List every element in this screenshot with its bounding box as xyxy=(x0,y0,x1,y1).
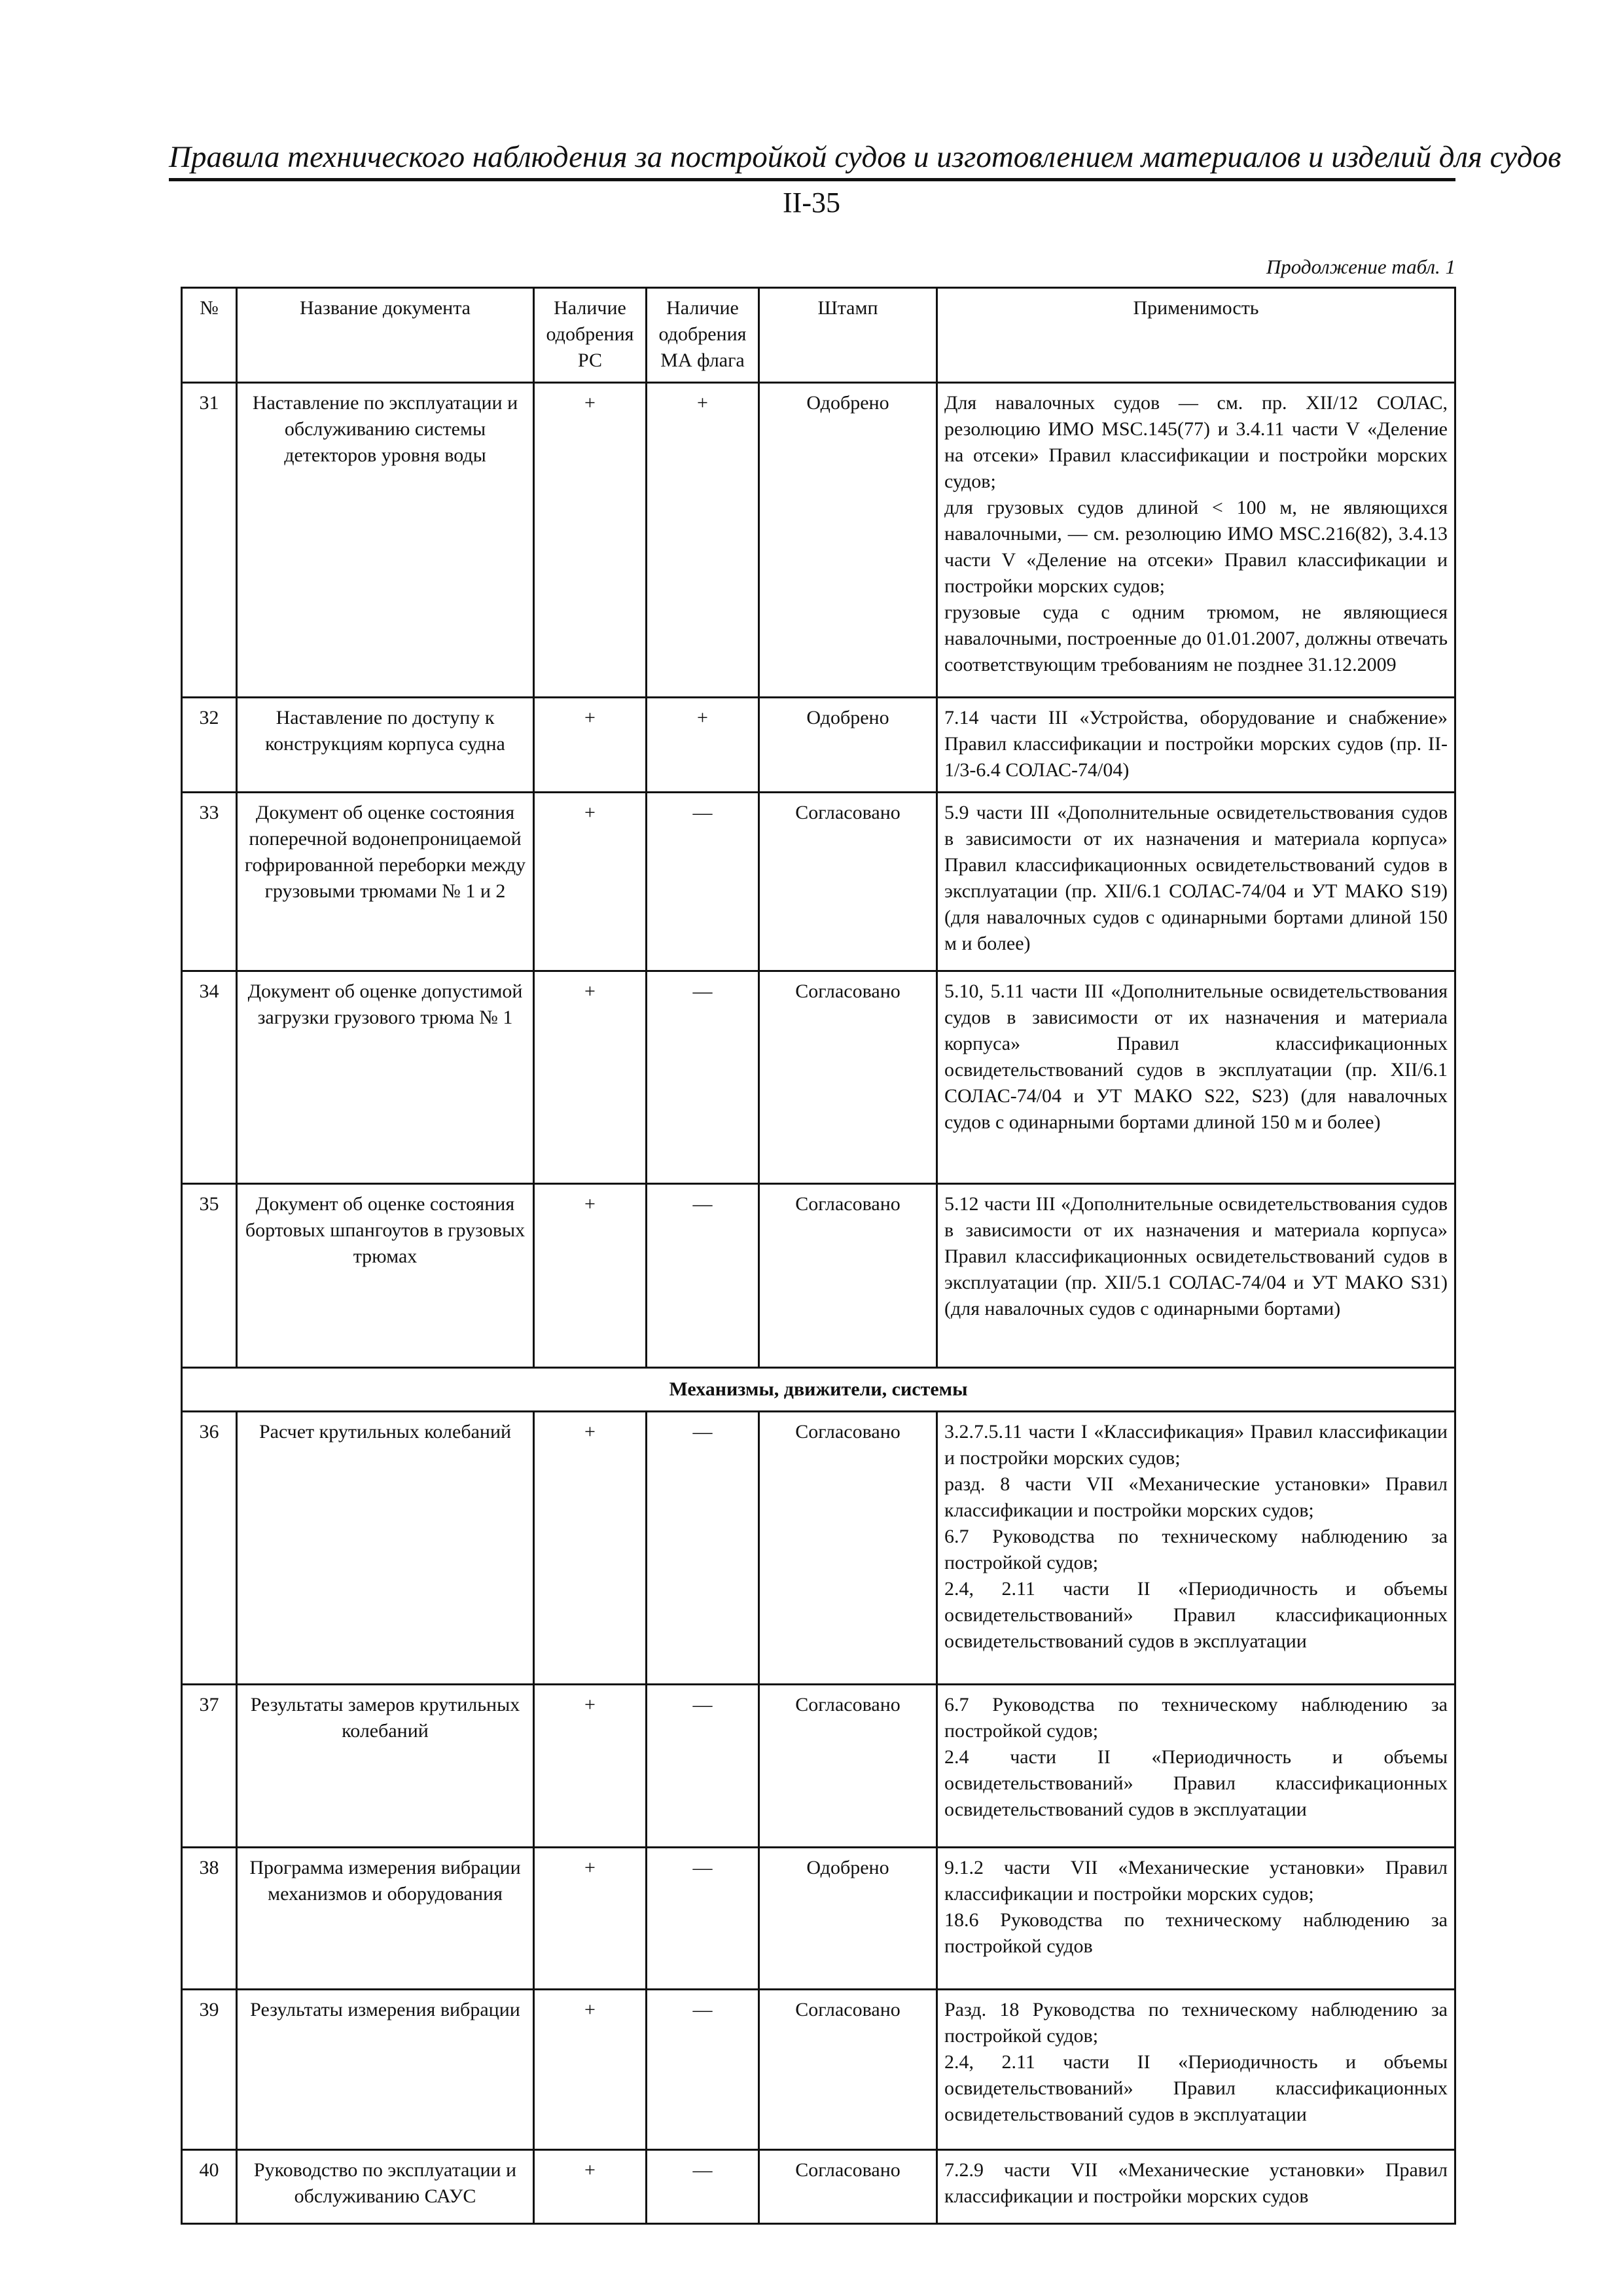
document-name: Документ об оценке состояния бортовых шпангоутов в грузовых трюмах xyxy=(237,1184,534,1368)
applicability-cell xyxy=(937,971,1455,1184)
page-number: II-35 xyxy=(783,187,840,219)
table-row xyxy=(182,1685,1455,1848)
col-header-rs-approval: Наличие одобрения РС xyxy=(534,288,647,383)
section-row xyxy=(182,1368,1455,1412)
rs-approval-mark: + xyxy=(534,698,647,793)
row-number: 33 xyxy=(182,793,237,971)
applicability-paragraph: Для навалочных судов — см. пр. XII/12 СОЛАС, резолюцию ИМО MSC.145(77) и 3.4.11 части V «Деление на отсеки» Правил классификации и постройки морских судов; xyxy=(944,392,1448,492)
rs-approval-mark: + xyxy=(534,971,647,1184)
stamp-value: Согласовано xyxy=(759,1990,937,2150)
flag-approval-mark: — xyxy=(647,1848,759,1990)
table-row xyxy=(182,1412,1455,1685)
table-body-before-section xyxy=(182,383,1455,1368)
applicability-paragraph: 6.7 Руководства по техническому наблюдению за постройкой судов; xyxy=(944,1694,1448,1742)
applicability-paragraph: 5.9 части III «Дополнительные освидетельствования судов в зависимости от их назначения и материала корпуса» Правил классификационных освидетельствований судов в эксплуатации (пр. XII/6.1 СОЛАС-74/04 и УТ МАКО S19) (для навалочных судов с одинарными бортами длиной 150 м и более) xyxy=(944,802,1448,954)
stamp-value: Согласовано xyxy=(759,1412,937,1685)
flag-approval-mark: — xyxy=(647,793,759,971)
row-number: 40 xyxy=(182,2150,237,2224)
document-name: Результаты измерения вибрации xyxy=(237,1990,534,2150)
document-name: Результаты замеров крутильных колебаний xyxy=(237,1685,534,1848)
row-number: 32 xyxy=(182,698,237,793)
rs-approval-mark: + xyxy=(534,793,647,971)
document-name: Документ об оценке состояния поперечной водонепроницаемой гофрированной переборки между грузовыми трюмами № 1 и 2 xyxy=(237,793,534,971)
table-header-row xyxy=(182,288,1455,383)
col-header-document-name: Название документа xyxy=(237,288,534,383)
applicability-cell xyxy=(937,2150,1455,2224)
applicability-paragraph: грузовые суда с одним трюмом, не являющиеся навалочными, построенные до 01.01.2007, должны отвечать соответствующим требованиям не позднее 31.12.2009 xyxy=(944,601,1448,675)
applicability-cell xyxy=(937,793,1455,971)
flag-approval-mark: — xyxy=(647,1685,759,1848)
table-row xyxy=(182,698,1455,793)
flag-approval-mark: + xyxy=(647,698,759,793)
rs-approval-mark: + xyxy=(534,1685,647,1848)
stamp-value: Согласовано xyxy=(759,2150,937,2224)
table-continuation-label: Продолжение табл. 1 xyxy=(1266,255,1455,278)
table-row xyxy=(182,1184,1455,1368)
flag-approval-mark: — xyxy=(647,1412,759,1685)
document-name: Наставление по доступу к конструкциям корпуса судна xyxy=(237,698,534,793)
row-number: 37 xyxy=(182,1685,237,1848)
stamp-value: Согласовано xyxy=(759,971,937,1184)
applicability-paragraph: 5.12 части III «Дополнительные освидетельствования судов в зависимости от их назначения и материала корпуса» Правил классификационных освидетельствований судов в эксплуатации (пр. XII/5.1 СОЛАС-74/04 и УТ МАКО S31) (для навалочных судов с одинарными бортами) xyxy=(944,1193,1448,1319)
table-row xyxy=(182,793,1455,971)
row-number: 35 xyxy=(182,1184,237,1368)
row-number: 39 xyxy=(182,1990,237,2150)
col-header-stamp: Штамп xyxy=(759,288,937,383)
table-row xyxy=(182,2150,1455,2224)
applicability-cell xyxy=(937,1848,1455,1990)
documents-table xyxy=(181,287,1456,2225)
rs-approval-mark: + xyxy=(534,1848,647,1990)
stamp-value: Согласовано xyxy=(759,793,937,971)
row-number: 36 xyxy=(182,1412,237,1685)
row-number: 31 xyxy=(182,383,237,698)
table-row xyxy=(182,971,1455,1184)
flag-approval-mark: — xyxy=(647,1184,759,1368)
applicability-cell xyxy=(937,1685,1455,1848)
row-number: 34 xyxy=(182,971,237,1184)
flag-approval-mark: — xyxy=(647,971,759,1184)
applicability-paragraph: 2.4, 2.11 части II «Периодичность и объемы освидетельствований» Правил классификационных освидетельствований судов в эксплуатации xyxy=(944,1578,1448,1652)
header-rule xyxy=(169,178,1455,181)
applicability-paragraph: разд. 8 части VII «Механические установки» Правил классификации и постройки морских судов; xyxy=(944,1473,1448,1521)
col-header-number: № xyxy=(182,288,237,383)
rs-approval-mark: + xyxy=(534,2150,647,2224)
flag-approval-mark: + xyxy=(647,383,759,698)
applicability-paragraph: для грузовых судов длиной < 100 м, не являющихся навалочными, — см. резолюцию ИМО MSC.216(82), 3.4.13 части V «Деление на отсеки» Правил классификации и постройки морских судов; xyxy=(944,497,1448,597)
applicability-paragraph: 18.6 Руководства по техническому наблюдению за постройкой судов xyxy=(944,1909,1448,1957)
running-header-title: Правила технического наблюдения за постройкой судов и изготовлением материалов и изделий для судов xyxy=(169,140,1561,174)
applicability-cell xyxy=(937,1412,1455,1685)
applicability-paragraph: 5.10, 5.11 части III «Дополнительные освидетельствования судов в зависимости от их назначения и материала корпуса» Правил классификационных освидетельствований судов в эксплуатации (пр. XII/6.1 СОЛАС-74/04 и УТ МАКО S22, S23) (для навалочных судов с одинарными бортами длиной 150 м и более) xyxy=(944,980,1448,1133)
stamp-value: Согласовано xyxy=(759,1685,937,1848)
table-body-after-section xyxy=(182,1412,1455,2224)
applicability-paragraph: 7.2.9 части VII «Механические установки» Правил классификации и постройки морских судов xyxy=(944,2159,1448,2207)
applicability-paragraph: 7.14 части III «Устройства, оборудование и снабжение» Правил классификации и постройки морских судов (пр. II-1/3-6.4 СОЛАС-74/04) xyxy=(944,707,1448,781)
section-title: Механизмы, движители, системы xyxy=(182,1368,1455,1412)
applicability-cell xyxy=(937,698,1455,793)
applicability-cell xyxy=(937,383,1455,698)
rs-approval-mark: + xyxy=(534,1990,647,2150)
applicability-paragraph: 3.2.7.5.11 части I «Классификация» Правил классификации и постройки морских судов; xyxy=(944,1421,1448,1469)
stamp-value: Одобрено xyxy=(759,698,937,793)
applicability-cell xyxy=(937,1990,1455,2150)
row-number: 38 xyxy=(182,1848,237,1990)
table-row xyxy=(182,1990,1455,2150)
table-row xyxy=(182,383,1455,698)
document-name: Руководство по эксплуатации и обслуживанию САУС xyxy=(237,2150,534,2224)
document-name: Наставление по эксплуатации и обслуживанию системы детекторов уровня воды xyxy=(237,383,534,698)
flag-approval-mark: — xyxy=(647,2150,759,2224)
rs-approval-mark: + xyxy=(534,383,647,698)
applicability-paragraph: Разд. 18 Руководства по техническому наблюдению за постройкой судов; xyxy=(944,1999,1448,2047)
stamp-value: Одобрено xyxy=(759,383,937,698)
rs-approval-mark: + xyxy=(534,1412,647,1685)
rs-approval-mark: + xyxy=(534,1184,647,1368)
applicability-paragraph: 6.7 Руководства по техническому наблюдению за постройкой судов; xyxy=(944,1526,1448,1573)
col-header-flag-approval: Наличие одобрения МА флага xyxy=(647,288,759,383)
applicability-paragraph: 2.4 части II «Периодичность и объемы освидетельствований» Правил классификационных освидетельствований судов в эксплуатации xyxy=(944,1746,1448,1820)
col-header-applicability: Применимость xyxy=(937,288,1455,383)
document-name: Документ об оценке допустимой загрузки грузового трюма № 1 xyxy=(237,971,534,1184)
applicability-paragraph: 9.1.2 части VII «Механические установки» Правил классификации и постройки морских судов; xyxy=(944,1857,1448,1905)
stamp-value: Согласовано xyxy=(759,1184,937,1368)
flag-approval-mark: — xyxy=(647,1990,759,2150)
applicability-cell xyxy=(937,1184,1455,1368)
applicability-paragraph: 2.4, 2.11 части II «Периодичность и объемы освидетельствований» Правил классификационных освидетельствований судов в эксплуатации xyxy=(944,2051,1448,2125)
table-row xyxy=(182,1848,1455,1990)
stamp-value: Одобрено xyxy=(759,1848,937,1990)
document-name: Программа измерения вибрации механизмов и оборудования xyxy=(237,1848,534,1990)
document-name: Расчет крутильных колебаний xyxy=(237,1412,534,1685)
